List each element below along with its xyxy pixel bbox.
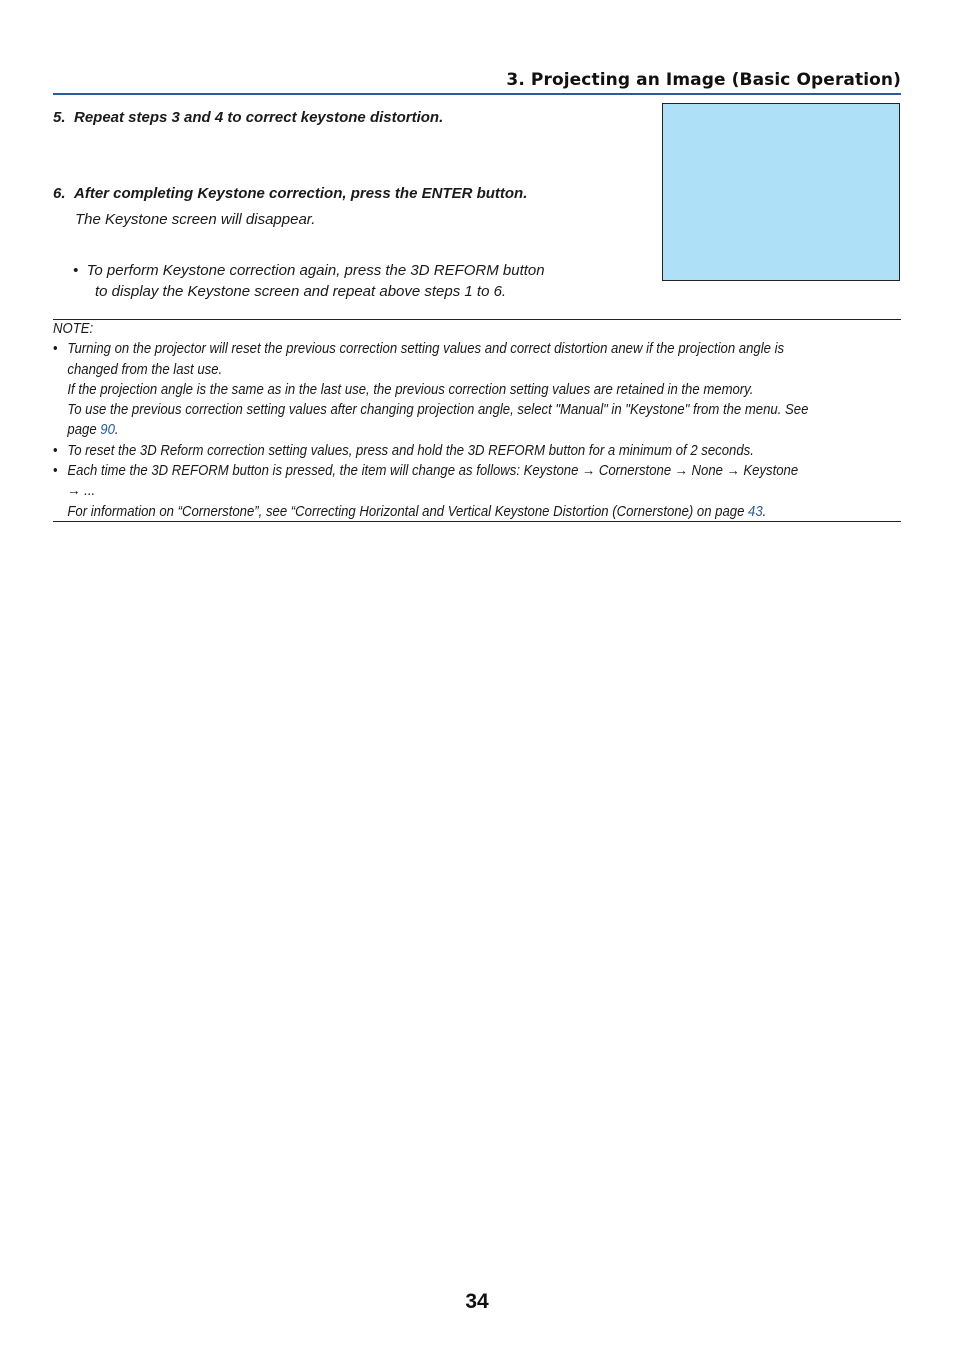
tip-line-2: to display the Keystone screen and repeat above steps 1 to 6.	[95, 283, 507, 300]
note-divider-bottom	[53, 521, 901, 522]
page-43-link[interactable]: 43	[748, 503, 763, 520]
keystone-screen-illustration	[662, 103, 900, 281]
note-item-1-line-4: To use the previous correction setting values after changing projection angle, select "Manual" in "Keystone" from the menu. See	[67, 402, 809, 419]
page-number: 34	[465, 1290, 489, 1313]
step-5-text: Repeat steps 3 and 4 to correct keystone distortion.	[74, 109, 444, 126]
note-label: NOTE:	[53, 321, 94, 337]
note-bullet-3: •	[53, 463, 58, 480]
step-6-detail: The Keystone screen will disappear.	[75, 211, 316, 228]
step-5	[53, 109, 443, 126]
note-item-3-line-2: → ...	[67, 483, 96, 500]
tip-text-1: To perform Keystone correction again, press the 3D REFORM button	[86, 262, 545, 279]
note-block	[53, 319, 816, 522]
section-title: 3. Projecting an Image (Basic Operation)	[506, 70, 901, 90]
tip-bullet: •	[73, 262, 79, 279]
note-bullet-1: •	[53, 341, 58, 358]
tip-line-1	[73, 262, 545, 279]
note-bullet-2: •	[53, 442, 58, 459]
step-6-text: After completing Keystone correction, press the ENTER button.	[74, 185, 528, 202]
note-item-3-line-3: For information on “Cornerstone”, see “Correcting Horizontal and Vertical Keystone Distortion (Cornerstone) on page 43.	[67, 503, 767, 520]
page-90-link[interactable]: 90	[100, 422, 115, 439]
step-5-number: 5.	[53, 109, 66, 126]
step-6	[53, 185, 527, 202]
note-item-2: • To reset the 3D Reform correction setting values, press and hold the 3D REFORM button for a minimum of 2 seconds.	[53, 441, 816, 461]
note-item-1-line-5: page 90.	[67, 422, 119, 439]
header-divider	[53, 93, 901, 95]
note-item-3-line-1: • Each time the 3D REFORM button is pressed, the item will change as follows: Keystone → Cornerstone → None → Keystone	[53, 461, 816, 481]
note-item-1-line-3: If the projection angle is the same as in the last use, the previous correction setting values are retained in the memory.	[67, 381, 754, 398]
note-item-1-line-1: • Turning on the projector will reset the previous correction setting values and correct distortion anew if the projection angle is	[53, 339, 816, 359]
note-item-1-line-2: changed from the last use.	[67, 361, 223, 378]
step-6-number: 6.	[53, 185, 66, 202]
